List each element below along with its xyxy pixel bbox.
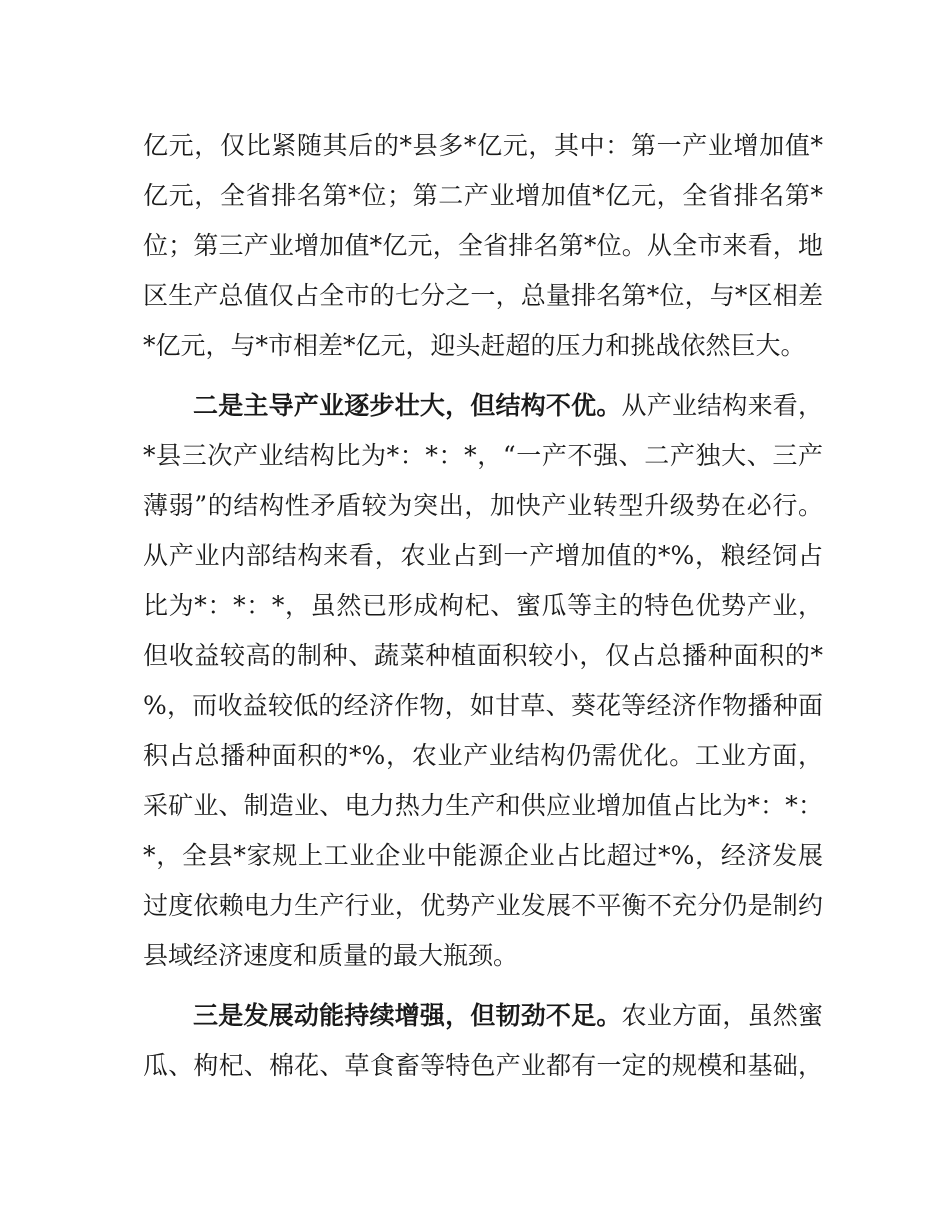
paragraph-2-line-6: 但收益较高的制种、蔬菜种植面积较小，仅占总播种面积的* xyxy=(143,641,823,670)
paragraph-1-line-3: 位；第三产业增加值*亿元，全省排名第*位。从全市来看，地 xyxy=(143,231,823,260)
paragraph-3-first-line-rest: 农业方面，虽然蜜 xyxy=(621,1001,823,1030)
paragraph-1-line-4: 区生产总值仅占全市的七分之一，总量排名第*位，与*区相差 xyxy=(143,281,823,310)
paragraph-2-line-3: 薄弱”的结构性矛盾较为突出，加快产业转型升级势在必行。 xyxy=(143,491,823,520)
paragraph-2-line-12: 县域经济速度和质量的最大瓶颈。 xyxy=(143,941,519,970)
paragraph-3-first-line xyxy=(193,1001,823,1031)
paragraph-1-line-1: 亿元，仅比紧随其后的*县多*亿元，其中：第一产业增加值* xyxy=(143,131,823,160)
paragraph-2-line-4: 从产业内部结构来看，农业占到一产增加值的*%，粮经饲占 xyxy=(143,541,823,570)
paragraph-1-line-5: *亿元，与*市相差*亿元，迎头赶超的压力和挑战依然巨大。 xyxy=(143,331,806,360)
paragraph-2-line-2: *县三次产业结构比为*：*：*，“一产不强、二产独大、三产 xyxy=(143,441,823,470)
paragraph-2-line-9: 采矿业、制造业、电力热力生产和供应业增加值占比为*：*： xyxy=(143,791,823,820)
paragraph-3-line-2: 瓜、枸杞、棉花、草食畜等特色产业都有一定的规模和基础， xyxy=(143,1051,823,1080)
paragraph-3-heading: 三是发展动能持续增强，但韧劲不足。 xyxy=(193,1001,622,1030)
paragraph-1-line-2: 亿元，全省排名第*位；第二产业增加值*亿元，全省排名第* xyxy=(143,181,823,210)
paragraph-2-heading: 二是主导产业逐步壮大，但结构不优。 xyxy=(193,391,622,420)
paragraph-2-line-11: 过度依赖电力生产行业，优势产业发展不平衡不充分仍是制约 xyxy=(143,891,823,920)
paragraph-2-first-line-rest: 从产业结构来看， xyxy=(621,391,823,420)
paragraph-2-line-8: 积占总播种面积的*%，农业产业结构仍需优化。工业方面， xyxy=(143,741,823,770)
paragraph-2-line-5: 比为*：*：*，虽然已形成枸杞、蜜瓜等主的特色优势产业， xyxy=(143,591,823,620)
paragraph-2-first-line xyxy=(193,391,823,421)
paragraph-2-line-10: *，全县*家规上工业企业中能源企业占比超过*%，经济发展 xyxy=(143,841,823,870)
paragraph-2-line-7: %，而收益较低的经济作物，如甘草、葵花等经济作物播种面 xyxy=(143,691,823,720)
